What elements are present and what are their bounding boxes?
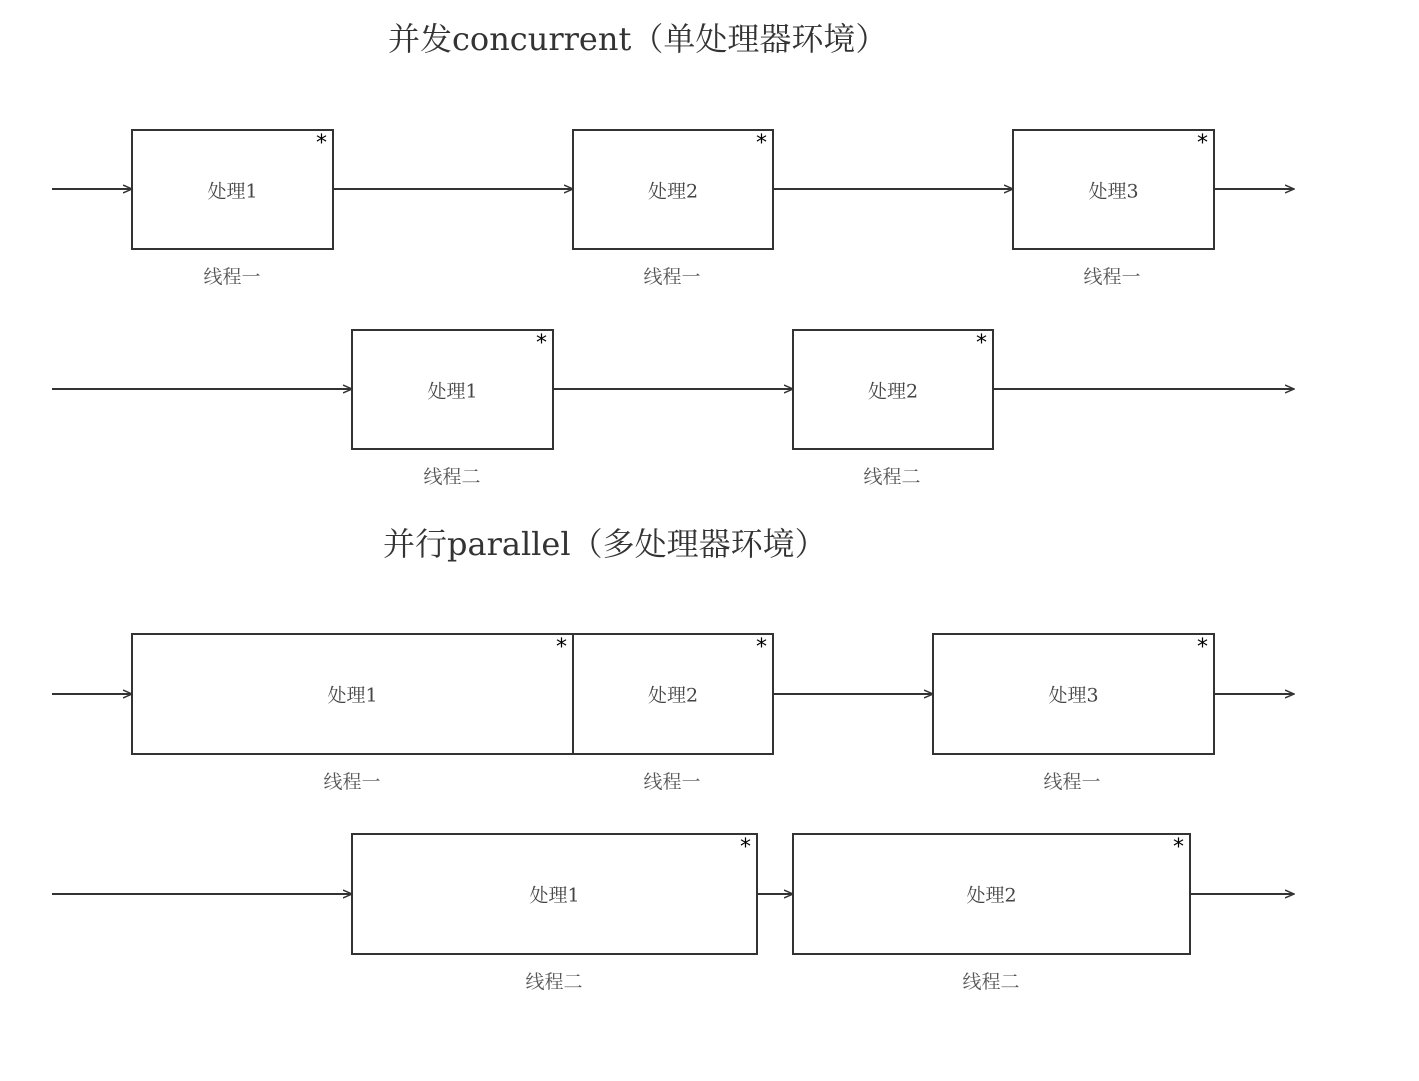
process-label: 处理3 bbox=[1088, 180, 1139, 202]
process-label: 处理1 bbox=[207, 180, 258, 202]
process-box-c1-1 bbox=[131, 129, 334, 250]
star-mark: * bbox=[740, 835, 751, 860]
process-label: 处理2 bbox=[647, 180, 699, 202]
process-box-p2-1 bbox=[351, 833, 758, 955]
star-mark: * bbox=[1173, 835, 1184, 860]
thread-label: 线程二 bbox=[863, 466, 921, 488]
thread-label: 线程一 bbox=[1083, 266, 1141, 288]
star-mark: * bbox=[1197, 635, 1208, 660]
thread-label: 线程一 bbox=[643, 771, 701, 793]
process-label: 处理1 bbox=[427, 380, 478, 402]
star-mark: * bbox=[756, 635, 767, 660]
star-mark: * bbox=[316, 131, 327, 156]
star-mark: * bbox=[536, 331, 547, 356]
process-label: 处理2 bbox=[867, 380, 919, 402]
thread-label: 线程二 bbox=[962, 971, 1020, 993]
thread-label: 线程二 bbox=[525, 971, 583, 993]
process-box-p2-2 bbox=[792, 833, 1191, 955]
process-label: 处理3 bbox=[1048, 684, 1099, 707]
process-box-p1-2 bbox=[572, 633, 774, 755]
process-box-c2-1 bbox=[351, 329, 554, 450]
process-box-c1-2 bbox=[572, 129, 774, 250]
thread-label: 线程一 bbox=[323, 771, 381, 793]
thread-label: 线程二 bbox=[423, 466, 481, 488]
parallel-title: 并行parallel（多处理器环境） bbox=[383, 525, 827, 563]
process-box-c1-3 bbox=[1012, 129, 1215, 250]
concurrent-title: 并发concurrent（单处理器环境） bbox=[388, 20, 888, 58]
star-mark: * bbox=[756, 131, 767, 156]
process-label: 处理1 bbox=[529, 884, 580, 907]
star-mark: * bbox=[1197, 131, 1208, 156]
thread-label: 线程一 bbox=[203, 266, 261, 288]
process-label: 处理2 bbox=[647, 684, 699, 707]
process-label: 处理2 bbox=[966, 884, 1017, 907]
star-mark: * bbox=[976, 331, 987, 356]
process-box-p1-1 bbox=[131, 633, 574, 755]
process-label: 处理1 bbox=[327, 684, 378, 707]
star-mark: * bbox=[556, 635, 567, 660]
process-box-p1-3 bbox=[932, 633, 1215, 755]
thread-label: 线程一 bbox=[643, 266, 701, 288]
thread-label: 线程一 bbox=[1043, 771, 1101, 793]
process-box-c2-2 bbox=[792, 329, 994, 450]
